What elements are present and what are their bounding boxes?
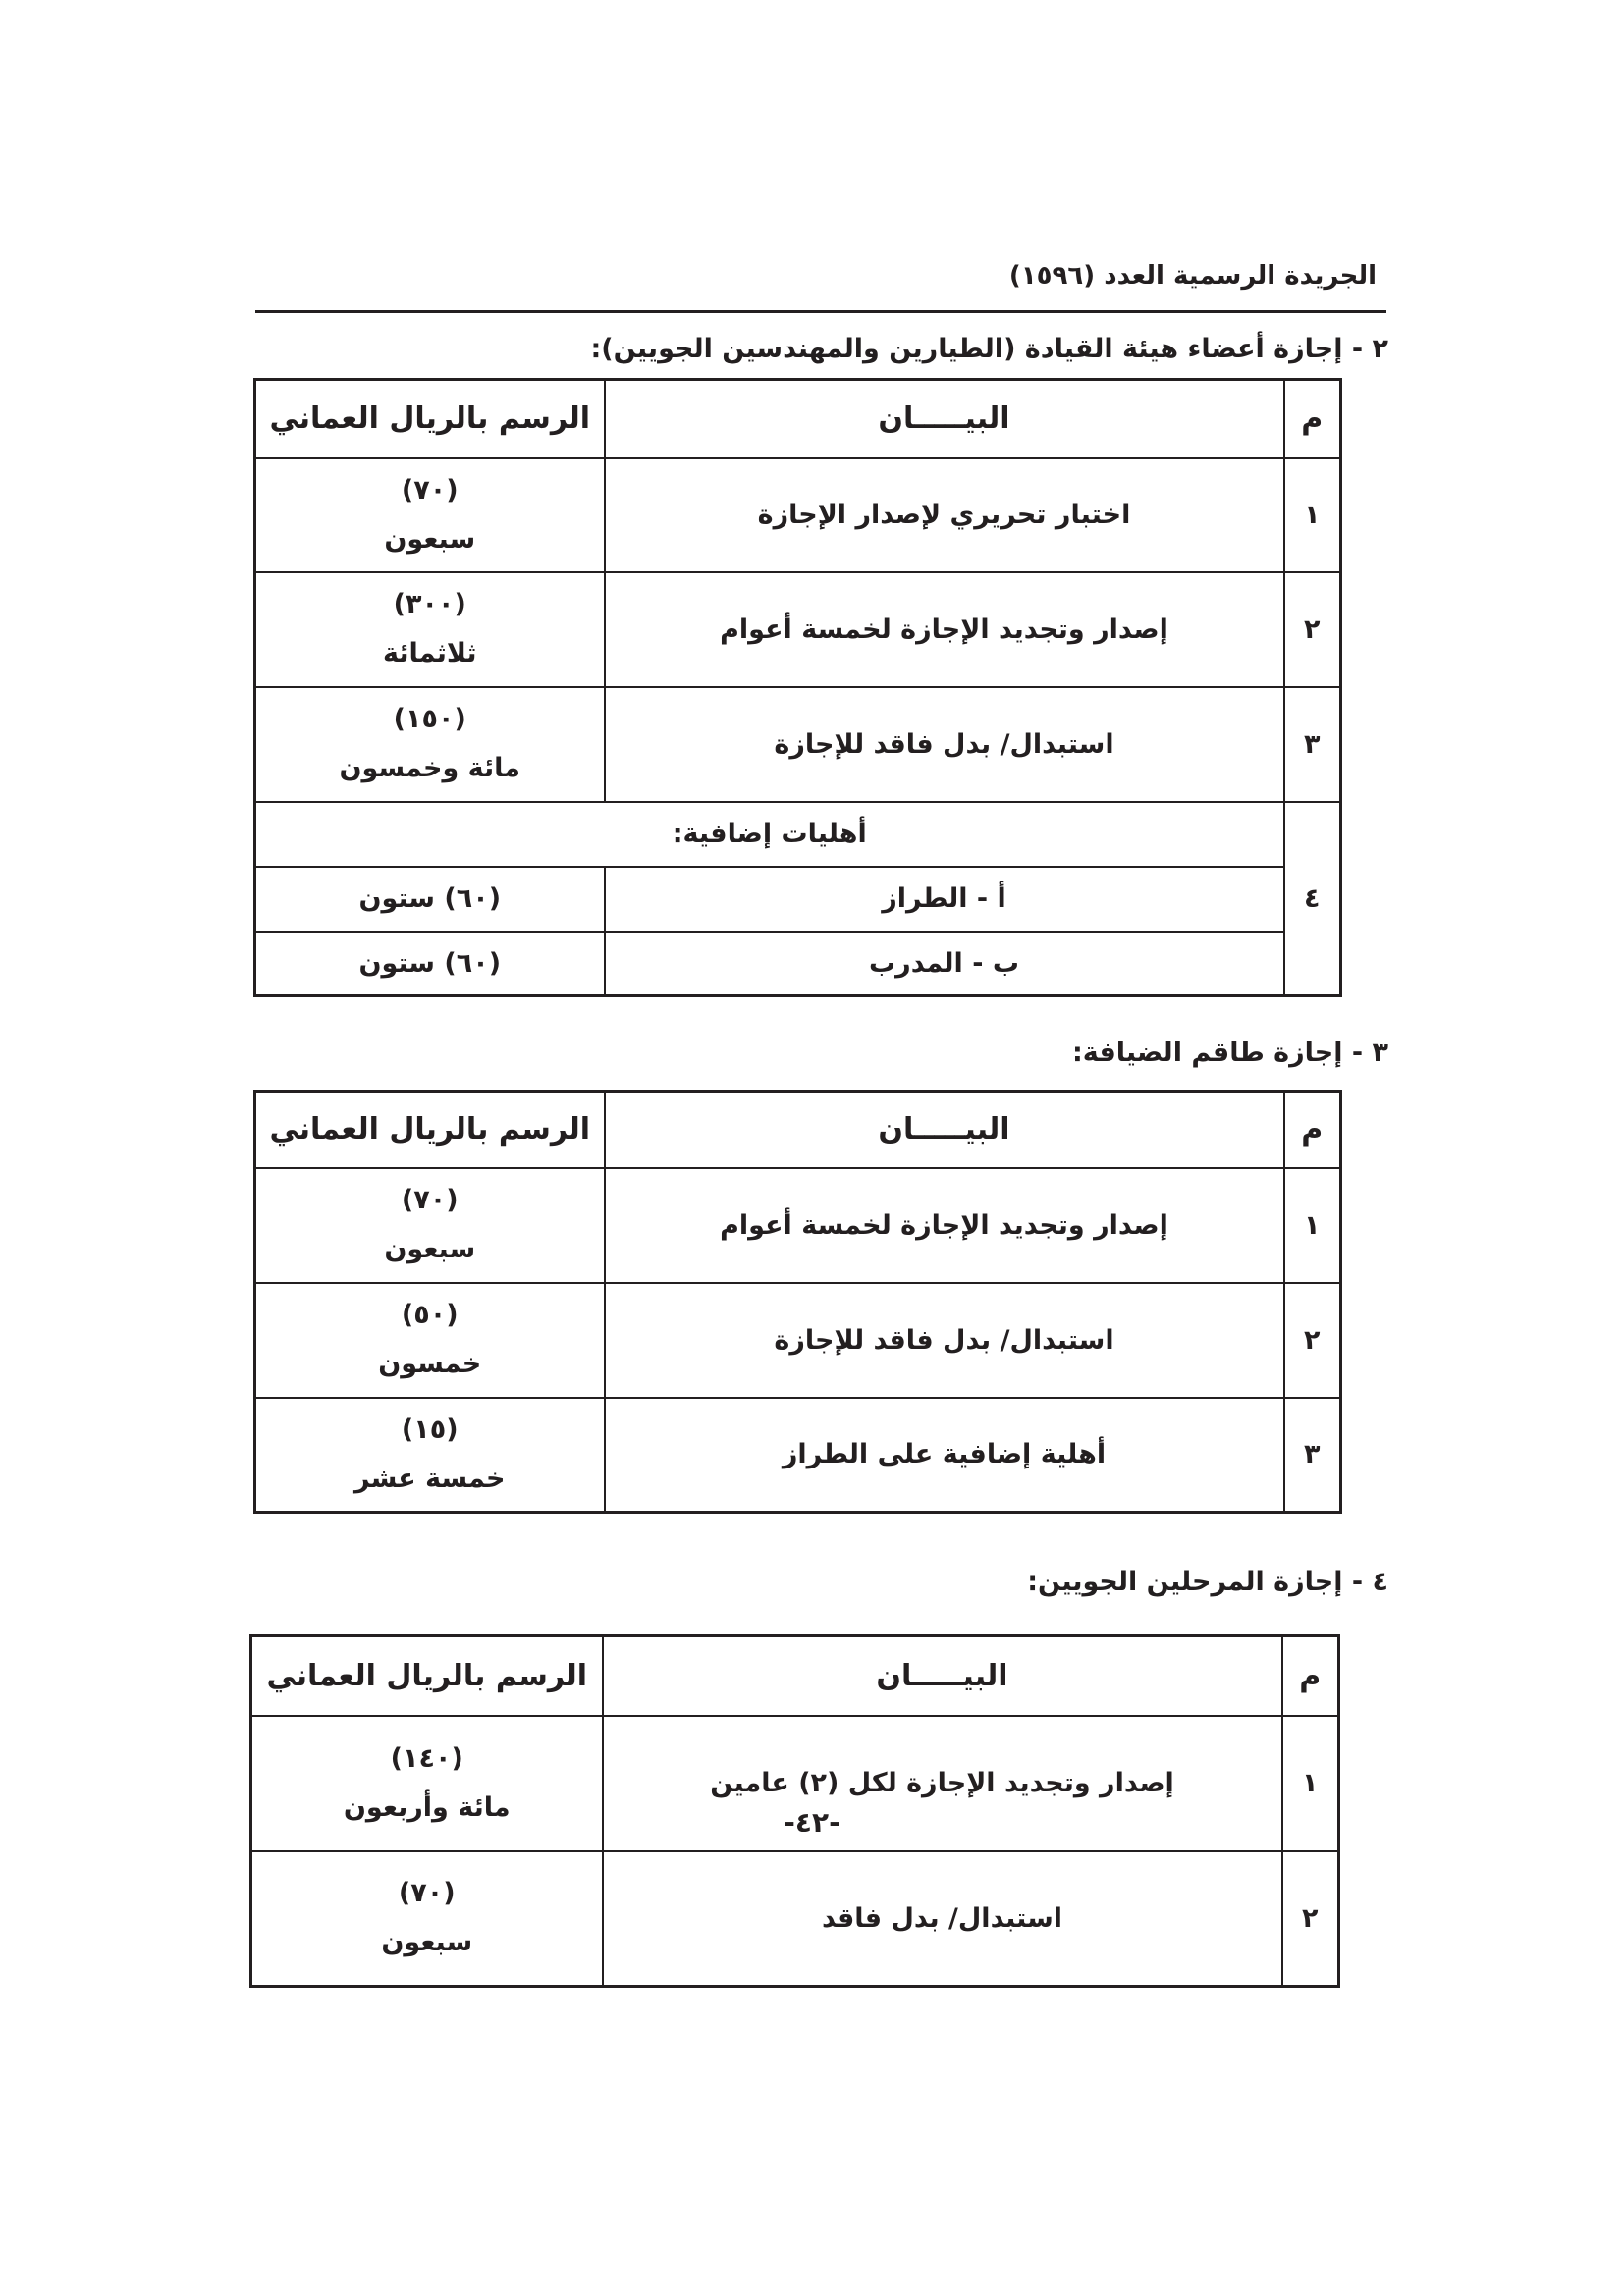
section-2-title: ٢ - إجازة أعضاء هيئة القيادة (الطيارين والمهندسين الجويين): — [590, 334, 1388, 364]
fee-words: خمسة عشر — [353, 1463, 506, 1494]
fee-words: مائة وخمسون — [339, 753, 521, 783]
table-row — [255, 1283, 1341, 1398]
row-statement: استبدال/ بدل فاقد للإجازة — [605, 1283, 1284, 1398]
table-row-extra-heading — [255, 802, 1341, 867]
row-number: ١ — [1282, 1716, 1339, 1851]
table-row — [251, 1851, 1339, 1987]
column-header-statement: البيـــــان — [603, 1636, 1282, 1716]
column-header-fee: الرسم بالريال العماني — [251, 1636, 603, 1716]
column-header-number: م — [1284, 1092, 1341, 1168]
fee-words: خمسون — [378, 1349, 482, 1379]
row-number: ٢ — [1284, 1283, 1341, 1398]
row-number: ٢ — [1282, 1851, 1339, 1987]
table-row — [255, 1168, 1341, 1283]
fee-words: سبعون — [384, 1234, 476, 1264]
fee-number: (٧٠) — [401, 1185, 459, 1215]
table-row — [255, 572, 1341, 687]
table-row — [255, 932, 1341, 996]
page-number: -٤٢- — [784, 1806, 840, 1839]
column-header-fee: الرسم بالريال العماني — [255, 380, 605, 458]
row-fee — [255, 458, 605, 572]
row-statement: استبدال/ بدل فاقد — [603, 1851, 1282, 1987]
fee-number: (١٥٠) — [393, 704, 466, 734]
row-number: ١ — [1284, 1168, 1341, 1283]
column-header-statement: البيـــــان — [605, 380, 1284, 458]
row-fee — [255, 687, 605, 802]
column-header-statement: البيـــــان — [605, 1092, 1284, 1168]
fee-words: مائة وأربعون — [343, 1791, 511, 1823]
row-fee — [255, 1283, 605, 1398]
page-header — [255, 255, 1386, 313]
row-fee — [255, 1398, 605, 1513]
table-header-row — [255, 380, 1341, 458]
row-statement: اختبار تحريري لإصدار الإجازة — [605, 458, 1284, 572]
section-2-fee-table — [253, 378, 1342, 997]
row-statement: إصدار وتجديد الإجازة لكل (٢) عامين — [603, 1716, 1282, 1851]
fee-words: ثلاثمائة — [382, 638, 477, 668]
section-3-title: ٣ - إجازة طاقم الضيافة: — [1071, 1038, 1388, 1068]
row-statement: أ - الطراز — [605, 867, 1284, 932]
gazette-title: الجريدة الرسمية العدد (١٥٩٦) — [1008, 261, 1377, 291]
column-header-fee: الرسم بالريال العماني — [255, 1092, 605, 1168]
column-header-number: م — [1282, 1636, 1339, 1716]
extra-qualifications-heading: أهليات إضافية: — [255, 802, 1284, 867]
table-row — [255, 1398, 1341, 1513]
table-header-row — [251, 1636, 1339, 1716]
section-3-fee-table — [253, 1090, 1342, 1514]
row-fee — [255, 1168, 605, 1283]
row-statement: إصدار وتجديد الإجازة لخمسة أعوام — [605, 1168, 1284, 1283]
fee-number: (٣٠٠) — [393, 589, 466, 619]
row-fee — [255, 572, 605, 687]
row-fee: (٦٠) ستون — [255, 867, 605, 932]
section-4-title: ٤ - إجازة المرحلين الجويين: — [1027, 1567, 1388, 1597]
column-header-number: م — [1284, 380, 1341, 458]
table-row — [255, 687, 1341, 802]
row-number: ٤ — [1284, 802, 1341, 996]
row-number: ٣ — [1284, 687, 1341, 802]
row-number: ١ — [1284, 458, 1341, 572]
fee-number: (٧٠) — [398, 1878, 456, 1909]
fee-number: (١٥) — [401, 1414, 459, 1445]
row-fee: (٦٠) ستون — [255, 932, 605, 996]
row-statement: استبدال/ بدل فاقد للإجازة — [605, 687, 1284, 802]
row-statement: ب - المدرب — [605, 932, 1284, 996]
row-fee — [251, 1851, 603, 1987]
fee-number: (٥٠) — [401, 1300, 459, 1330]
row-statement: إصدار وتجديد الإجازة لخمسة أعوام — [605, 572, 1284, 687]
table-row — [255, 867, 1341, 932]
table-row — [255, 458, 1341, 572]
fee-number: (١٤٠) — [390, 1742, 463, 1774]
fee-number: (٧٠) — [401, 474, 459, 506]
fee-words: سبعون — [384, 523, 476, 555]
table-header-row — [255, 1092, 1341, 1168]
row-number: ٣ — [1284, 1398, 1341, 1513]
row-statement: أهلية إضافية على الطراز — [605, 1398, 1284, 1513]
fee-words: سبعون — [381, 1927, 473, 1958]
row-number: ٢ — [1284, 572, 1341, 687]
